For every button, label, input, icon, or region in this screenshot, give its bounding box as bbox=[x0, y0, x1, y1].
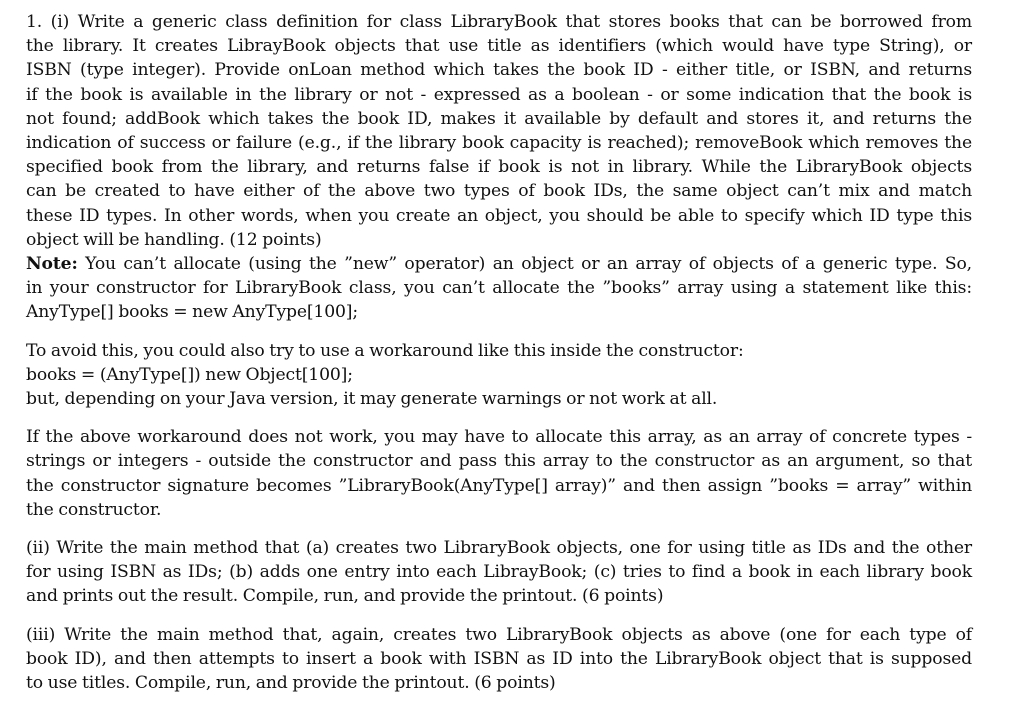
text-line: If the above workaround does not work, you may have to allocate this array, as an array of concrete types - bbox=[26, 427, 972, 448]
code-line: books = (AnyType[]) new Object[100]; bbox=[26, 364, 353, 385]
text-line: To avoid this, you could also try to use a workaround like this inside the constructor: bbox=[26, 340, 744, 361]
text-line: 1. (i) Write a generic class definition for class LibraryBook that stores books that can be borrowed from bbox=[26, 12, 972, 32]
text-line: ISBN (type integer). Provide onLoan method which takes the book ID - either title, or ISBN, and returns bbox=[26, 60, 972, 81]
text-line: strings or integers - outside the constructor and pass this array to the constructor as an argument, so that bbox=[26, 451, 972, 472]
text-line: specified book from the library, and returns false if book is not in library. While the LibraryBook objects bbox=[26, 157, 972, 178]
part-ii-paragraph bbox=[26, 536, 972, 609]
note-label: Note: bbox=[26, 254, 78, 275]
note-text: You can’t allocate (using the ”new” operator) an object or an array of objects of a generic type. So, bbox=[77, 254, 972, 275]
text-line: not found; addBook which takes the book ID, makes it available by default and stores it, and returns the bbox=[26, 108, 972, 129]
text-line: and prints out the result. Compile, run, and provide the printout. (6 points) bbox=[26, 586, 664, 607]
question-document bbox=[26, 10, 972, 695]
part-i-paragraph bbox=[26, 10, 972, 325]
text-line: (ii) Write the main method that (a) creates two LibraryBook objects, one for using title as IDs and the other bbox=[26, 538, 972, 559]
text-line: book ID), and then attempts to insert a book with ISBN as ID into the LibraryBook object that is supposed bbox=[26, 648, 972, 669]
text-line: the constructor. bbox=[26, 499, 162, 520]
text-line: the library. It creates LibrayBook objects that use title as identifiers (which would have type String), or bbox=[26, 36, 972, 57]
text-line: these ID types. In other words, when you create an object, you should be able to specify which ID type this bbox=[26, 205, 972, 226]
text-line: indication of success or failure (e.g., if the library book capacity is reached); removeBook which removes the bbox=[26, 133, 972, 154]
alternative-paragraph bbox=[26, 425, 972, 522]
text-line: but, depending on your Java version, it may generate warnings or not work at all. bbox=[26, 389, 718, 410]
text-line: if the book is available in the library or not - expressed as a boolean - or some indication that the book is bbox=[26, 84, 972, 105]
text-line: the constructor signature becomes ”LibraryBook(AnyType[] array)” and then assign ”books = array” within bbox=[26, 475, 972, 496]
text-line: in your constructor for LibraryBook class, you can’t allocate the ”books” array using a statement like this: bbox=[26, 278, 972, 299]
part-iii-paragraph bbox=[26, 623, 972, 696]
text-line: to use titles. Compile, run, and provide the printout. (6 points) bbox=[26, 673, 556, 694]
text-line: can be created to have either of the above two types of book IDs, the same object can’t mix and match bbox=[26, 181, 972, 202]
code-line: AnyType[] books = new AnyType[100]; bbox=[26, 302, 358, 323]
workaround-paragraph bbox=[26, 339, 972, 412]
text-line: for using ISBN as IDs; (b) adds one entry into each LibrayBook; (c) tries to find a book in each library book bbox=[26, 562, 972, 583]
note-line bbox=[26, 252, 972, 276]
text-line: object will be handling. (12 points) bbox=[26, 229, 322, 250]
text-line: (iii) Write the main method that, again, creates two LibraryBook objects as above (one for each type of bbox=[26, 624, 972, 645]
